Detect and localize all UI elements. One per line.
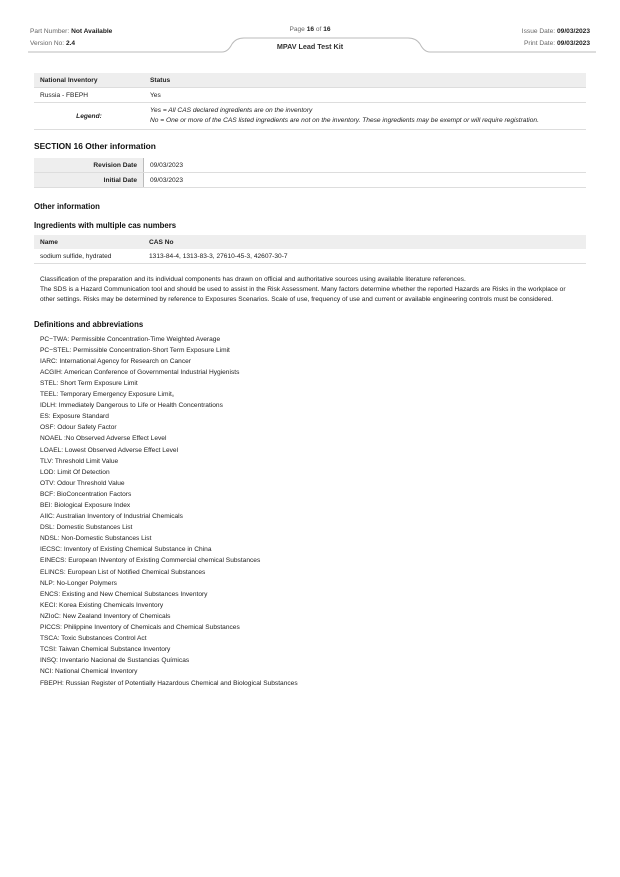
legend-yes-text: Yes = All CAS declared ingredients are on the inventory [150,107,313,114]
legend-text [144,103,586,130]
classification-text: Classification of the preparation and its individual components has drawn on official and authoritative sources using available literature references. [40,276,466,283]
section-16-title: SECTION 16 Other information [34,141,156,151]
list-item: LOD: Limit Of Detection [40,468,110,476]
issue-date-label: Issue Date: [521,28,556,35]
list-item: TEEL: Temporary Emergency Exposure Limit。 [40,391,179,399]
list-item: NZIoC: New Zealand Inventory of Chemicals [40,612,171,620]
other-information-heading: Other information [34,202,100,211]
table-header-row [34,73,586,88]
column-header-name: Name [34,235,143,249]
page-header [0,0,620,56]
table-row [34,249,586,264]
initial-date-value: 09/03/2023 [144,173,587,188]
document-title: MPAV Lead Test Kit [276,42,344,51]
list-item: PICCS: Philippine Inventory of Chemicals and Chemical Substances [40,624,240,632]
national-inventory-table [34,73,586,130]
list-item: INSQ: Inventario Nacional de Sustancias Químicas [40,657,190,665]
legend-no-text: No = One or more of the CAS listed ingredients are not on the inventory. These ingredients may be exempt or will require registration. [150,117,539,124]
list-item: ACGIH: American Conference of Governmental Industrial Hygienists [40,368,240,376]
list-item: NLP: No-Longer Polymers [40,579,117,587]
page-current: 16 [306,26,315,33]
list-item: OTV: Odour Threshold Value [40,479,125,487]
page-of: of [315,26,322,33]
list-item: TCSI: Taiwan Chemical Substance Inventory [40,646,171,654]
definitions-list [34,334,586,689]
list-item: NDSL: Non-Domestic Substances List [40,535,152,543]
ingredient-cas-cell: 1313-84-4, 1313-83-3, 27610-45-3, 42607-30-7 [143,249,586,264]
list-item: KECI: Korea Existing Chemicals Inventory [40,601,164,609]
sds-hazard-text: The SDS is a Hazard Communication tool and should be used to assist in the Risk Assessment. Many factors determine whether the reported Hazards are Risks in the workplace or other settings. Risks may be determined by reference to Exposures Scenarios. Scale of use, frequency of use and current or available engineering controls must be considered. [40,286,566,304]
revision-dates-table [34,158,586,188]
inventory-name-cell: Russia - FBEPH [34,88,144,103]
list-item: ELINCS: European List of Notified Chemical Substances [40,568,206,576]
part-number-label: Part Number: [30,28,70,35]
list-item: PC−TWA: Permissible Concentration-Time Weighted Average [40,335,221,343]
column-header-inventory: National Inventory [34,73,144,88]
issue-date-value: 09/03/2023 [556,28,590,35]
ingredient-name-cell: sodium sulfide, hydrated [34,249,143,264]
list-item: NOAEL :No Observed Adverse Effect Level [40,435,167,443]
list-item: TSCA: Toxic Substances Control Act [40,635,147,643]
revision-date-row [34,158,586,173]
list-item: TLV: Threshold Limit Value [40,457,119,465]
list-item: PC−STEL: Permissible Concentration-Short Term Exposure Limit [40,346,230,354]
revision-date-label: Revision Date [34,158,144,173]
list-item: IARC: International Agency for Research on Cancer [40,357,192,365]
page-total: 16 [323,26,331,33]
part-number-value: Not Available [71,28,113,35]
inventory-status-cell: Yes [144,88,586,103]
list-item: AIIC: Australian Inventory of Industrial Chemicals [40,513,183,521]
list-item: NCI: National Chemical Inventory [40,668,138,676]
table-header-row [34,235,586,249]
initial-date-label: Initial Date [34,173,144,188]
list-item: STEL: Short Term Exposure Limit [40,379,138,387]
column-header-cas: CAS No [143,235,586,249]
list-item: IECSC: Inventory of Existing Chemical Substance in China [40,546,212,554]
classification-paragraph [34,275,586,306]
list-item: EINECS: European INventory of Existing Commercial chemical Substances [40,557,261,565]
version-value: 2.4 [65,40,76,47]
page-label: Page [289,26,305,33]
list-item: ENCS: Existing and New Chemical Substances Inventory [40,590,208,598]
list-item: BCF: BioConcentration Factors [40,490,132,498]
list-item: BEI: Biological Exposure Index [40,502,131,510]
ingredients-cas-table [34,235,586,264]
print-date-value: 09/03/2023 [556,40,590,47]
list-item: LOAEL: Lowest Observed Adverse Effect Level [40,446,179,454]
table-row [34,88,586,103]
definitions-heading: Definitions and abbreviations [34,319,144,329]
print-date-label: Print Date: [523,40,556,47]
legend-row [34,103,586,130]
list-item: IDLH: Immediately Dangerous to Life or Health Concentrations [40,402,223,410]
list-item: ES: Exposure Standard [40,413,109,421]
page-content [34,73,586,689]
list-item: DSL: Domestic Substances List [40,524,133,532]
legend-label: Legend: [34,103,144,130]
list-item: FBEPH: Russian Register of Potentially Hazardous Chemical and Biological Substances [40,679,298,687]
version-label: Version No: [30,40,65,47]
column-header-status: Status [144,73,586,88]
ingredients-multiple-cas-heading: Ingredients with multiple cas numbers [34,221,177,230]
revision-date-value: 09/03/2023 [144,158,587,173]
list-item: OSF: Odour Safety Factor [40,424,117,432]
initial-date-row [34,173,586,188]
